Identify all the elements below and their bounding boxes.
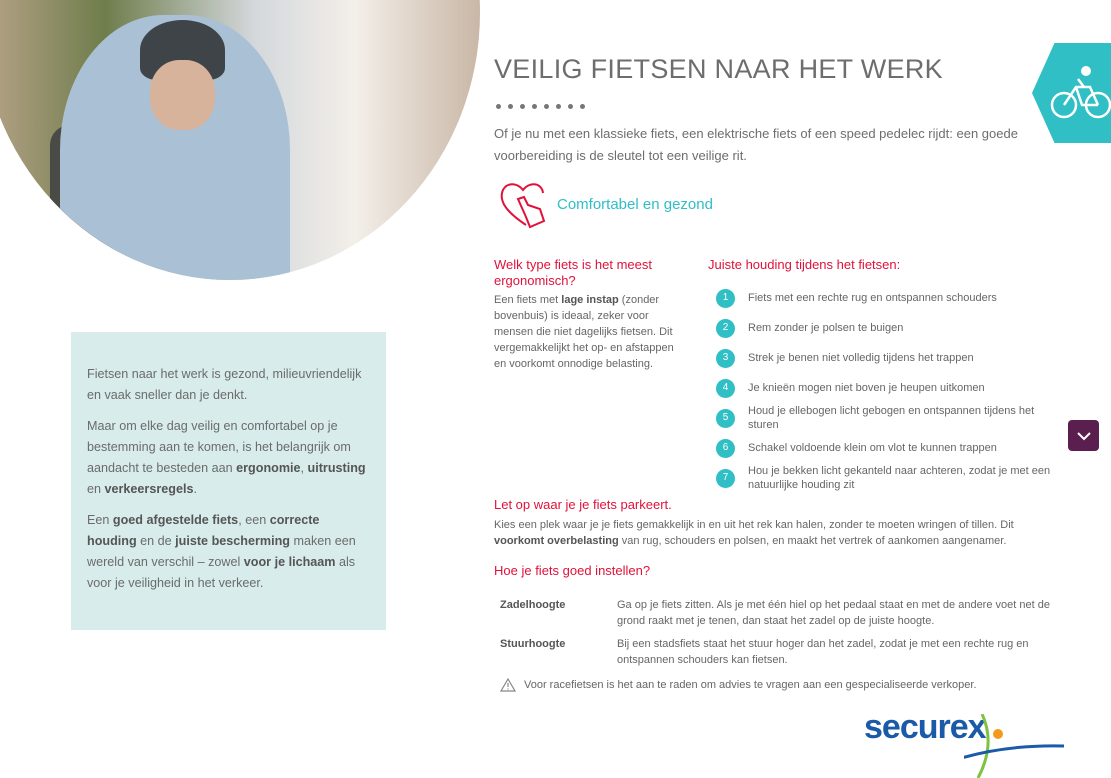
list-item: 5 Houd je ellebogen licht gebogen en ontspannen tijdens het sturen — [716, 403, 1053, 433]
dots-divider — [496, 104, 585, 109]
ergonomic-section — [494, 257, 689, 372]
face — [150, 60, 215, 130]
warning-icon — [500, 678, 516, 692]
info-p3: Een goed afgestelde fiets, een correcte houding en de juiste bescherming maken een wereld van verschil – zowel voor je lichaam als voor je veiligheid in het verkeer. — [87, 513, 356, 590]
section-title: Comfortabel en gezond — [557, 196, 713, 213]
list-item: 7 Hou je bekken licht gekanteld naar achteren, zodat je met een natuurlijke houding zit — [716, 463, 1053, 493]
warning-note: Voor racefietsen is het aan te raden om advies te vragen aan een gespecialiseerde verkoper. — [494, 678, 1059, 692]
parking-and-setup — [494, 497, 1059, 692]
chevron-down-icon — [1076, 431, 1092, 441]
securex-logo: securex — [864, 708, 986, 747]
cyclist-photo — [0, 0, 480, 280]
info-p1: Fietsen naar het werk is gezond, milieuvriendelijk en vaak sneller dan je denkt. — [87, 367, 362, 402]
ergonomic-text: Een fiets met lage instap (zonder bovenbuis) is ideaal, zeker voor mensen die niet dagelijks fietsen. Dit vergemakkelijkt het op- en afstappen en voorkomt onnodige belasting. — [494, 294, 674, 370]
bicycle-badge — [1032, 43, 1111, 143]
setup-row: Stuurhoogte Bij een stadsfiets staat het stuur hoger dan het zadel, zodat je met een rechte rug en ontspannen schouders kan fietsen. — [500, 638, 1029, 666]
parking-text: Kies een plek waar je je fiets gemakkelijk in en uit het rek kan halen, zonder te moeten wringen of tillen. Dit voorkomt overbelasting van rug, schouders en polsen, en maakt het vertrek of aankomen aangenamer. — [494, 519, 1014, 547]
list-item: 4 Je knieën mogen niet boven je heupen uitkomen — [716, 373, 1053, 403]
list-item: 1 Fiets met een rechte rug en ontspannen schouders — [716, 283, 1053, 313]
bicycle-icon — [1032, 43, 1111, 143]
posture-heading: Juiste houding tijdens het fietsen: — [708, 257, 901, 272]
info-box — [71, 332, 386, 630]
heart-hand-icon — [498, 177, 556, 235]
setup-heading: Hoe je fiets goed instellen? — [494, 563, 651, 578]
posture-list — [708, 283, 1053, 493]
intro-text: Of je nu met een klassieke fiets, een elektrische fiets of een speed pedelec rijdt: een goede voorbereiding is de sleutel tot een veilige rit. — [494, 126, 1018, 163]
info-p2: Maar om elke dag veilig en comfortabel op je bestemming aan te komen, is het belangrijk om aandacht te besteden aan ergonomie, uitrusting en verkeersregels. — [87, 419, 366, 496]
parking-heading: Let op waar je je fiets parkeert. — [494, 497, 672, 512]
list-item: 2 Rem zonder je polsen te buigen — [716, 313, 1053, 343]
list-item: 6 Schakel voldoende klein om vlot te kunnen trappen — [716, 433, 1053, 463]
scroll-down-button[interactable] — [1068, 420, 1099, 451]
list-item: 3 Strek je benen niet volledig tijdens het trappen — [716, 343, 1053, 373]
ergonomic-heading: Welk type fiets is het meest ergonomisch? — [494, 257, 652, 288]
page-title: VEILIG FIETSEN NAAR HET WERK — [494, 54, 943, 84]
posture-section — [708, 257, 1053, 493]
setup-row: Zadelhoogte Ga op je fiets zitten. Als je met één hiel op het pedaal staat en met de andere voet net de grond raakt met je tenen, dan staat het zadel op de juiste hoogte. — [500, 599, 1050, 627]
